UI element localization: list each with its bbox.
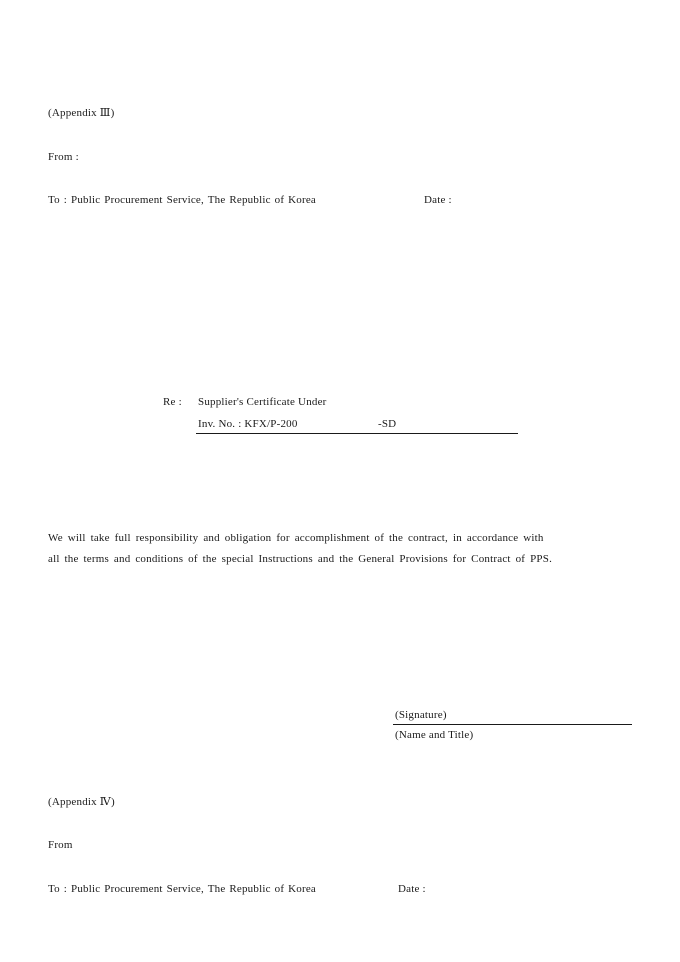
signature-label: (Signature)	[395, 709, 447, 721]
invoice-number: Inv. No. : KFX/P-200	[198, 418, 298, 430]
body-line-1: We will take full responsibility and obligation for accomplishment of the contract, in accordance with	[48, 532, 544, 544]
date-label: Date :	[424, 194, 452, 206]
appendix-4-from-label: From	[48, 839, 73, 851]
appendix-3-title: (Appendix Ⅲ)	[48, 107, 115, 119]
invoice-suffix: -SD	[378, 418, 397, 430]
body-paragraph	[48, 528, 628, 570]
appendix-4-date-label: Date :	[398, 883, 426, 895]
body-line-2: all the terms and conditions of the special Instructions and the General Provisions for Contract of PPS.	[48, 553, 553, 565]
re-subject: Supplier's Certificate Under	[198, 396, 327, 408]
appendix-4-to-recipient-line: To : Public Procurement Service, The Republic of Korea	[48, 883, 317, 895]
signature-line	[393, 724, 632, 725]
invoice-underline	[196, 433, 518, 434]
to-recipient-line: To : Public Procurement Service, The Republic of Korea	[48, 194, 317, 206]
re-label: Re :	[163, 396, 182, 408]
appendix-4-title: (Appendix Ⅳ)	[48, 796, 115, 808]
name-title-label: (Name and Title)	[395, 729, 474, 741]
from-label: From :	[48, 151, 79, 163]
